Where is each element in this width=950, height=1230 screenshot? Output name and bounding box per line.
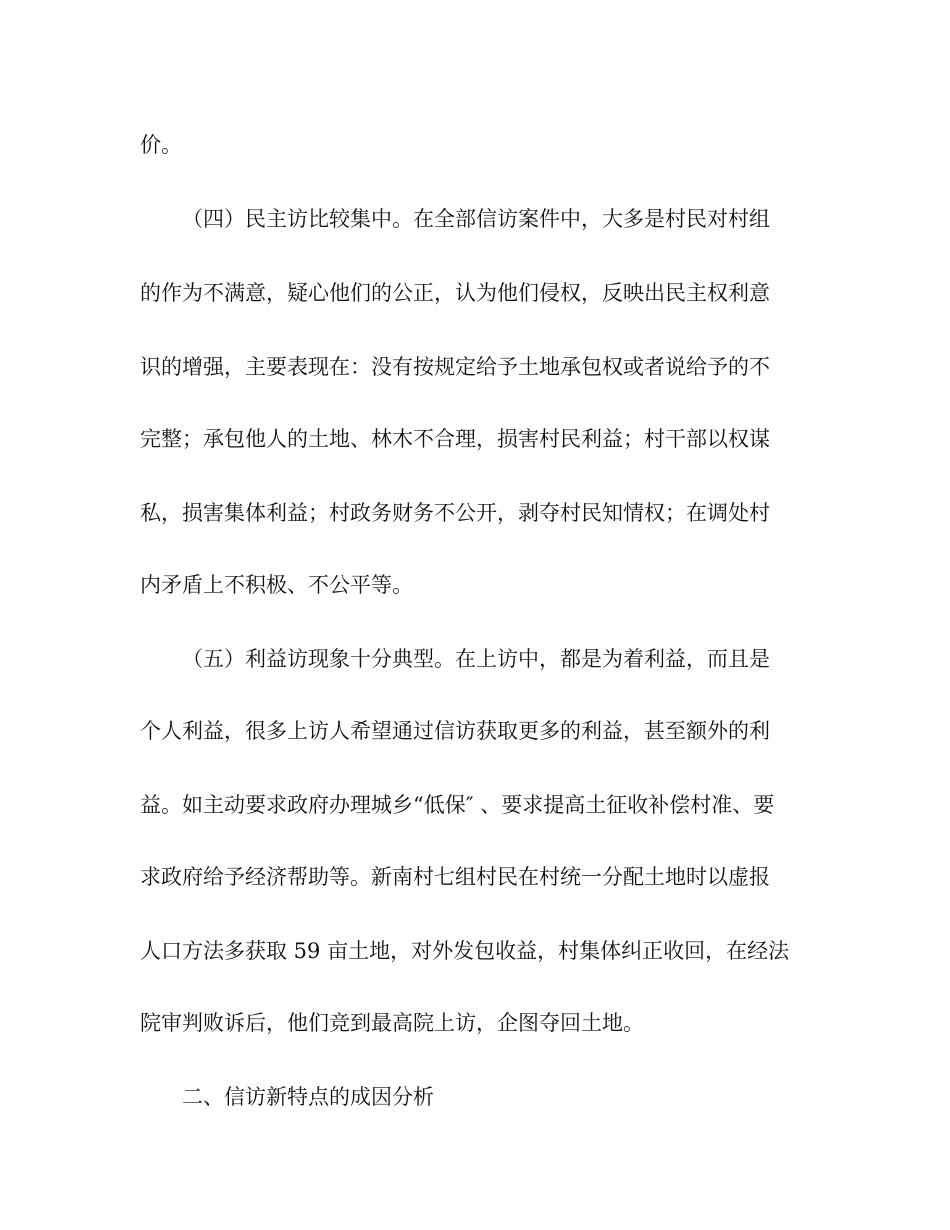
- paragraph-line: 的作为不满意，疑心他们的公正，认为他们侵权，反映出民主权利意: [140, 281, 770, 305]
- paragraph-line: 人口方法多获取 59 亩土地，对外发包收益，村集体纠正收回，在经法: [140, 939, 790, 963]
- paragraph-line: （四）民主访比较集中。在全部信访案件中，大多是村民对村组: [182, 207, 770, 231]
- paragraph-line: 益。如主动要求政府办理城乡“低保″ 、要求提高土征收补偿村准、要: [140, 793, 775, 817]
- paragraph-line: 求政府给予经济帮助等。新南村七组村民在村统一分配土地时以虚报: [140, 865, 770, 889]
- section-heading: 二、信访新特点的成因分析: [182, 1085, 434, 1109]
- paragraph-line: 价。: [140, 133, 182, 157]
- paragraph-line: 完整；承包他人的土地、林木不合理，损害村民利益；村干部以权谋: [140, 427, 770, 451]
- paragraph-line: （五）利益访现象十分典型。在上访中，都是为着利益，而且是: [182, 647, 770, 671]
- paragraph-line: 内矛盾上不积极、不公平等。: [140, 573, 413, 597]
- paragraph-line: 个人利益，很多上访人希望通过信访获取更多的利益，甚至额外的利: [140, 719, 770, 743]
- paragraph-line: 识的增强，主要表现在：没有按规定给予土地承包权或者说给予的不: [140, 355, 770, 379]
- paragraph-line: 私，损害集体利益；村政务财务不公开，剥夺村民知情权；在调处村: [140, 501, 770, 525]
- paragraph-line: 院审判败诉后，他们竞到最高院上访，企图夺回土地。: [140, 1011, 644, 1035]
